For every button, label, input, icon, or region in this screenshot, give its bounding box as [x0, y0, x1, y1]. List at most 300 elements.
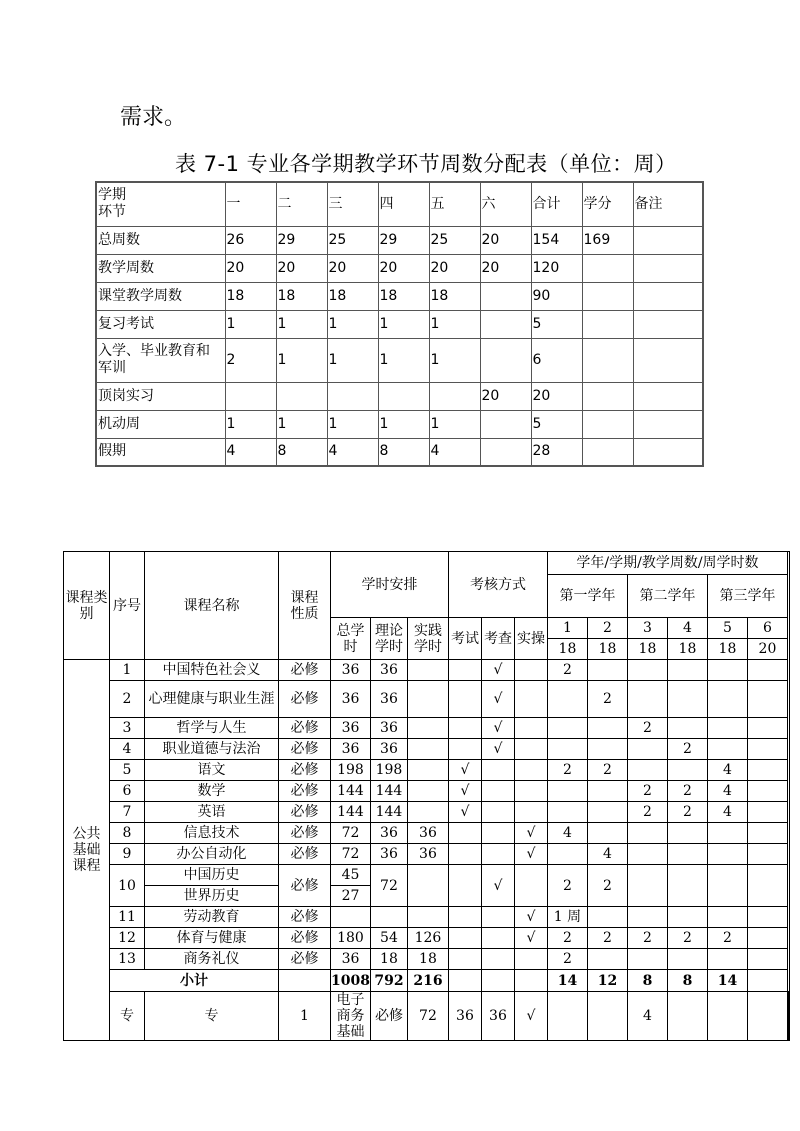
course-semester-hours: 2: [547, 865, 587, 907]
table1-row: [96, 310, 703, 338]
table1-cell: 1: [429, 410, 480, 438]
course-name: 体育与健康: [145, 928, 279, 949]
course-semester-hours: [747, 844, 787, 865]
table1-row-label: 教学周数: [96, 254, 225, 282]
course-exam: [448, 739, 481, 760]
course-operate: [514, 718, 547, 739]
course-check: √: [481, 681, 514, 718]
table1-cell: 1: [327, 338, 378, 382]
course-semester-hours: 4: [707, 760, 747, 781]
course-theory-hours: 72: [370, 865, 407, 907]
course-semester-hours: [667, 992, 707, 1041]
course-theory-hours: 36: [370, 844, 407, 865]
course-semester-hours: [667, 844, 707, 865]
course-theory-hours: 144: [370, 802, 407, 823]
course-check: [547, 992, 587, 1041]
table1-corner-cell: [96, 182, 225, 226]
course-semester-hours: [707, 718, 747, 739]
course-seq: 1: [110, 660, 145, 681]
course-semester-hours: [547, 802, 587, 823]
course-name-header: 课程名称: [145, 552, 279, 660]
table1-cell: 18: [378, 282, 429, 310]
course-semester-hours: [627, 844, 667, 865]
table1-row-label: 课堂教学周数: [96, 282, 225, 310]
table1-cell: 169: [582, 226, 633, 254]
course-total-hours: [331, 907, 371, 928]
course-exam: [448, 660, 481, 681]
nature-header: 课程性质: [279, 552, 331, 660]
course-semester-hours: 2: [667, 928, 707, 949]
course-practice-hours: [407, 781, 448, 802]
table1-title: 表 7-1 专业各学期教学环节周数分配表（单位：周）: [175, 152, 677, 176]
course-practice-hours: [407, 718, 448, 739]
course-operate: [514, 949, 547, 970]
table2-row: [64, 681, 790, 718]
course-semester-hours: [747, 781, 787, 802]
subtotal-semester-hours: 8: [667, 970, 707, 992]
table1-cell: [429, 382, 480, 410]
course-exam: [448, 907, 481, 928]
course-nature: 必修: [279, 718, 331, 739]
course-practice-hours: [407, 739, 448, 760]
table2-row: [64, 823, 790, 844]
table1-cell: 1: [378, 338, 429, 382]
course-nature: 必修: [279, 949, 331, 970]
course-semester-hours: [707, 739, 747, 760]
course-total-hours: 72: [331, 844, 371, 865]
category-prof-2: 专: [145, 992, 279, 1041]
course-total-hours: 198: [331, 760, 371, 781]
course-check: √: [481, 865, 514, 907]
course-exam: √: [514, 992, 547, 1041]
table1-cell: [225, 382, 276, 410]
course-semester-hours: [667, 865, 707, 907]
course-name: 数学: [145, 781, 279, 802]
table1-corner-top: 学期: [98, 187, 126, 204]
course-semester-hours: [667, 949, 707, 970]
course-semester-hours: 2: [627, 928, 667, 949]
schedule-header: 学年/学期/教学周数/周学时数: [547, 552, 787, 575]
table1-cell: 20: [327, 254, 378, 282]
course-semester-hours: [707, 681, 747, 718]
course-seq: 5: [110, 760, 145, 781]
course-semester-hours: 2: [547, 949, 587, 970]
course-name: 中国特色社会义: [145, 660, 279, 681]
course-nature: 必修: [279, 907, 331, 928]
table1-cell: [480, 282, 531, 310]
course-semester-hours: 2: [667, 739, 707, 760]
course-semester-hours: [667, 681, 707, 718]
course-practice-hours: 18: [407, 949, 448, 970]
table1-row-label: 复习考试: [96, 310, 225, 338]
semester-weeks: 18: [547, 639, 587, 660]
course-semester-hours: [747, 949, 787, 970]
course-theory-hours: 18: [370, 949, 407, 970]
course-check: [481, 760, 514, 781]
table1-cell: [582, 338, 633, 382]
table1-cell: 20: [480, 382, 531, 410]
course-theory-hours: 36: [448, 992, 481, 1041]
course-semester-hours: [547, 681, 587, 718]
course-semester-hours: [788, 992, 789, 1041]
course-semester-hours: 2: [627, 781, 667, 802]
course-nature: 必修: [279, 844, 331, 865]
table1-cell: [480, 438, 531, 466]
table1-cell: 1: [276, 310, 327, 338]
subtotal-operate: [514, 970, 547, 992]
course-semester-hours: [587, 949, 627, 970]
semester-number: 4: [667, 618, 707, 639]
table1-cell: 1: [378, 410, 429, 438]
course-semester-hours: 2: [547, 660, 587, 681]
table1-cell: [378, 382, 429, 410]
course-seq: 4: [110, 739, 145, 760]
table1-cell: 28: [531, 438, 582, 466]
subtotal-practice-hours: 216: [407, 970, 448, 992]
table1-cell: 1: [378, 310, 429, 338]
subtotal-semester-hours: 8: [627, 970, 667, 992]
table1-cell: 8: [378, 438, 429, 466]
course-seq: 13: [110, 949, 145, 970]
course-semester-hours: [747, 660, 787, 681]
semester-number: 3: [627, 618, 667, 639]
course-semester-hours: 2: [627, 802, 667, 823]
table2-row: [64, 552, 790, 575]
seq-header: 序号: [110, 552, 145, 660]
course-total-hours: 36: [331, 739, 371, 760]
course-seq: 6: [110, 781, 145, 802]
course-seq: 10: [110, 865, 145, 907]
year1-header: 第一学年: [547, 575, 627, 618]
course-semester-hours: 2: [627, 718, 667, 739]
course-nature: 必修: [279, 865, 331, 907]
course-semester-hours: 1 周: [547, 907, 587, 928]
course-semester-hours: [547, 781, 587, 802]
course-operate: √: [514, 823, 547, 844]
course-nature: 必修: [279, 739, 331, 760]
course-semester-hours: 2: [667, 781, 707, 802]
course-semester-hours: [667, 760, 707, 781]
course-name: 职业道德与法治: [145, 739, 279, 760]
subtotal-semester-hours: 12: [587, 970, 627, 992]
table1-cell: 1: [225, 310, 276, 338]
table1-row: [96, 226, 703, 254]
course-operate: [514, 681, 547, 718]
course-theory-hours: 198: [370, 760, 407, 781]
course-practice-hours: [407, 907, 448, 928]
course-semester-hours: [587, 802, 627, 823]
course-practice-hours: 126: [407, 928, 448, 949]
course-semester-hours: [747, 992, 787, 1041]
table1-col-header: 四: [378, 182, 429, 226]
course-semester-hours: [747, 681, 787, 718]
course-total-hours: 144: [331, 781, 371, 802]
course-exam: √: [448, 802, 481, 823]
table1-cell: 20: [531, 382, 582, 410]
course-semester-hours: [707, 844, 747, 865]
table2-row: [64, 660, 790, 681]
table1-cell: [633, 338, 703, 382]
course-semester-hours: [747, 739, 787, 760]
course-exam: [448, 823, 481, 844]
course-total-hours: 36: [331, 681, 371, 718]
course-operate: [514, 865, 547, 907]
course-theory-hours: 36: [370, 718, 407, 739]
course-semester-hours: [747, 907, 787, 928]
table1-cell: [633, 310, 703, 338]
table1-cell: 25: [327, 226, 378, 254]
course-total-hours: 27: [331, 886, 371, 907]
table2-row: [64, 992, 790, 1041]
course-seq: 2: [110, 681, 145, 718]
table1-cell: 4: [225, 438, 276, 466]
course-semester-hours: 2: [587, 681, 627, 718]
course-theory-hours: 36: [370, 681, 407, 718]
table1-cell: [480, 338, 531, 382]
table1-cell: 18: [327, 282, 378, 310]
table1-row-label: 总周数: [96, 226, 225, 254]
course-name: 语文: [145, 760, 279, 781]
course-operate: [514, 739, 547, 760]
course-semester-hours: [587, 660, 627, 681]
table1-cell: 1: [429, 338, 480, 382]
table1-cell: 18: [276, 282, 327, 310]
subtotal-nature: [279, 970, 331, 992]
course-name: 电子商务基础: [331, 992, 371, 1041]
table1-cell: 18: [225, 282, 276, 310]
table1-cell: 2: [225, 338, 276, 382]
course-total-hours: 72: [407, 992, 448, 1041]
course-name: 哲学与人生: [145, 718, 279, 739]
course-semester-hours: [627, 739, 667, 760]
course-theory-hours: 54: [370, 928, 407, 949]
table1-cell: [582, 254, 633, 282]
course-total-hours: 144: [331, 802, 371, 823]
table1-row: [96, 282, 703, 310]
semester-weeks: 18: [587, 639, 627, 660]
course-nature: 必修: [279, 681, 331, 718]
course-practice-hours: 36: [481, 992, 514, 1041]
course-semester-hours: [707, 865, 747, 907]
table1-cell: 25: [429, 226, 480, 254]
table2-row: [64, 928, 790, 949]
course-check: [481, 928, 514, 949]
course-semester-hours: [627, 823, 667, 844]
semester-number: 2: [587, 618, 627, 639]
course-seq: 1: [279, 992, 331, 1041]
course-semester-hours: [587, 718, 627, 739]
course-nature: 必修: [279, 781, 331, 802]
course-theory-hours: 144: [370, 781, 407, 802]
course-check: [481, 802, 514, 823]
course-exam: [448, 949, 481, 970]
check-header: 考查: [481, 618, 514, 660]
table1-cell: 20: [225, 254, 276, 282]
category-prof-1: 专: [110, 992, 145, 1041]
course-nature: 必修: [279, 928, 331, 949]
table1-cell: [582, 438, 633, 466]
course-semester-hours: [667, 907, 707, 928]
course-semester-hours: [667, 718, 707, 739]
course-practice-hours: 36: [407, 823, 448, 844]
course-theory-hours: [370, 907, 407, 928]
theory-hours-header: 理论学时: [370, 618, 407, 660]
table1-cell: [582, 310, 633, 338]
table1-cell: 1: [276, 338, 327, 382]
course-semester-hours: [747, 823, 787, 844]
table1-cell: [633, 282, 703, 310]
semester-number: 6: [747, 618, 787, 639]
table1-cell: [633, 382, 703, 410]
course-operate: √: [514, 907, 547, 928]
table2-row: [64, 781, 790, 802]
course-semester-hours: 2: [587, 928, 627, 949]
course-semester-hours: [627, 907, 667, 928]
course-semester-hours: 2: [707, 928, 747, 949]
table2-row: [64, 718, 790, 739]
course-name: 英语: [145, 802, 279, 823]
course-theory-hours: 36: [370, 823, 407, 844]
table1-col-header: 三: [327, 182, 378, 226]
table1-cell: [582, 410, 633, 438]
table1-row-label: 机动周: [96, 410, 225, 438]
table1-cell: 1: [225, 410, 276, 438]
course-semester-hours: [587, 781, 627, 802]
table2-row: [64, 739, 790, 760]
course-exam: [448, 718, 481, 739]
table1-cell: 20: [276, 254, 327, 282]
table1-col-header: 备注: [633, 182, 703, 226]
table1-col-header: 六: [480, 182, 531, 226]
course-semester-hours: 2: [547, 760, 587, 781]
course-practice-hours: [407, 802, 448, 823]
subtotal-check: [481, 970, 514, 992]
table1-cell: 29: [378, 226, 429, 254]
course-semester-hours: [627, 760, 667, 781]
subtotal-semester-hours: 14: [707, 970, 747, 992]
course-seq: 3: [110, 718, 145, 739]
table2-row: [64, 760, 790, 781]
table2-row: [64, 802, 790, 823]
semester-number: 5: [707, 618, 747, 639]
table1-col-header: 二: [276, 182, 327, 226]
course-name: 中国历史: [145, 865, 279, 886]
total-hours-header: 总学时: [331, 618, 371, 660]
table1-cell: 120: [531, 254, 582, 282]
semester-weeks: 18: [667, 639, 707, 660]
course-exam: [448, 865, 481, 907]
course-practice-hours: [407, 681, 448, 718]
course-semester-hours: [747, 928, 787, 949]
subtotal-semester-hours: 14: [547, 970, 587, 992]
course-total-hours: 45: [331, 865, 371, 886]
course-total-hours: 36: [331, 949, 371, 970]
course-semester-hours: [747, 865, 787, 907]
course-seq: 12: [110, 928, 145, 949]
intro-text: 需求。: [120, 105, 187, 130]
course-semester-hours: [707, 823, 747, 844]
semester-weeks: 20: [747, 639, 787, 660]
table1-cell: 20: [378, 254, 429, 282]
table1-cell: 154: [531, 226, 582, 254]
semester-weeks: 18: [707, 639, 747, 660]
table1-row: [96, 438, 703, 466]
table1-cell: 1: [327, 310, 378, 338]
table1-cell: [633, 438, 703, 466]
table1-cell: 20: [480, 254, 531, 282]
course-semester-hours: [627, 865, 667, 907]
course-check: √: [481, 739, 514, 760]
course-name: 劳动教育: [145, 907, 279, 928]
category-public: 公共基础课程: [64, 660, 110, 1041]
course-semester-hours: [547, 739, 587, 760]
subtotal-total-hours: 1008: [331, 970, 371, 992]
course-semester-hours: 2: [587, 865, 627, 907]
course-operate: [514, 660, 547, 681]
course-semester-hours: 4: [587, 844, 627, 865]
course-name: 信息技术: [145, 823, 279, 844]
course-semester-hours: 2: [667, 802, 707, 823]
table2-row: [64, 844, 790, 865]
course-exam: √: [448, 781, 481, 802]
course-practice-hours: 36: [407, 844, 448, 865]
subtotal-exam: [448, 970, 481, 992]
category-header: 课程类别: [64, 552, 110, 660]
course-semester-hours: [747, 802, 787, 823]
course-check: [481, 823, 514, 844]
course-semester-hours: 4: [627, 992, 667, 1041]
course-operate: [514, 760, 547, 781]
course-operate: [587, 992, 627, 1041]
year2-header: 第二学年: [627, 575, 707, 618]
table1-row-label: 假期: [96, 438, 225, 466]
course-exam: [448, 844, 481, 865]
semester-number: 1: [547, 618, 587, 639]
subtotal-label: 小计: [110, 970, 279, 992]
course-practice-hours: [407, 660, 448, 681]
course-total-hours: 36: [331, 718, 371, 739]
course-check: [481, 781, 514, 802]
course-nature: 必修: [279, 760, 331, 781]
course-semester-hours: [707, 660, 747, 681]
course-semester-hours: [627, 681, 667, 718]
course-seq: 7: [110, 802, 145, 823]
course-theory-hours: 36: [370, 660, 407, 681]
table1-col-header: 五: [429, 182, 480, 226]
table1-cell: [327, 382, 378, 410]
course-semester-hours: [547, 844, 587, 865]
exam-header: 考试: [448, 618, 481, 660]
table1-cell: 90: [531, 282, 582, 310]
table1-cell: 20: [429, 254, 480, 282]
table1-col-header: 合计: [531, 182, 582, 226]
table1-cell: 18: [429, 282, 480, 310]
course-semester-hours: [747, 718, 787, 739]
course-operate: √: [514, 928, 547, 949]
course-semester-hours: 4: [547, 823, 587, 844]
table1-row: [96, 254, 703, 282]
course-seq: 8: [110, 823, 145, 844]
table1-header-row: [96, 182, 703, 226]
course-nature: 必修: [279, 660, 331, 681]
table1-cell: 5: [531, 310, 582, 338]
table1-cell: 26: [225, 226, 276, 254]
table1-corner-bottom: 环节: [98, 204, 126, 221]
subtotal-semester-hours: [747, 970, 787, 992]
table1-cell: 1: [429, 310, 480, 338]
table1-cell: 1: [327, 410, 378, 438]
course-total-hours: 180: [331, 928, 371, 949]
